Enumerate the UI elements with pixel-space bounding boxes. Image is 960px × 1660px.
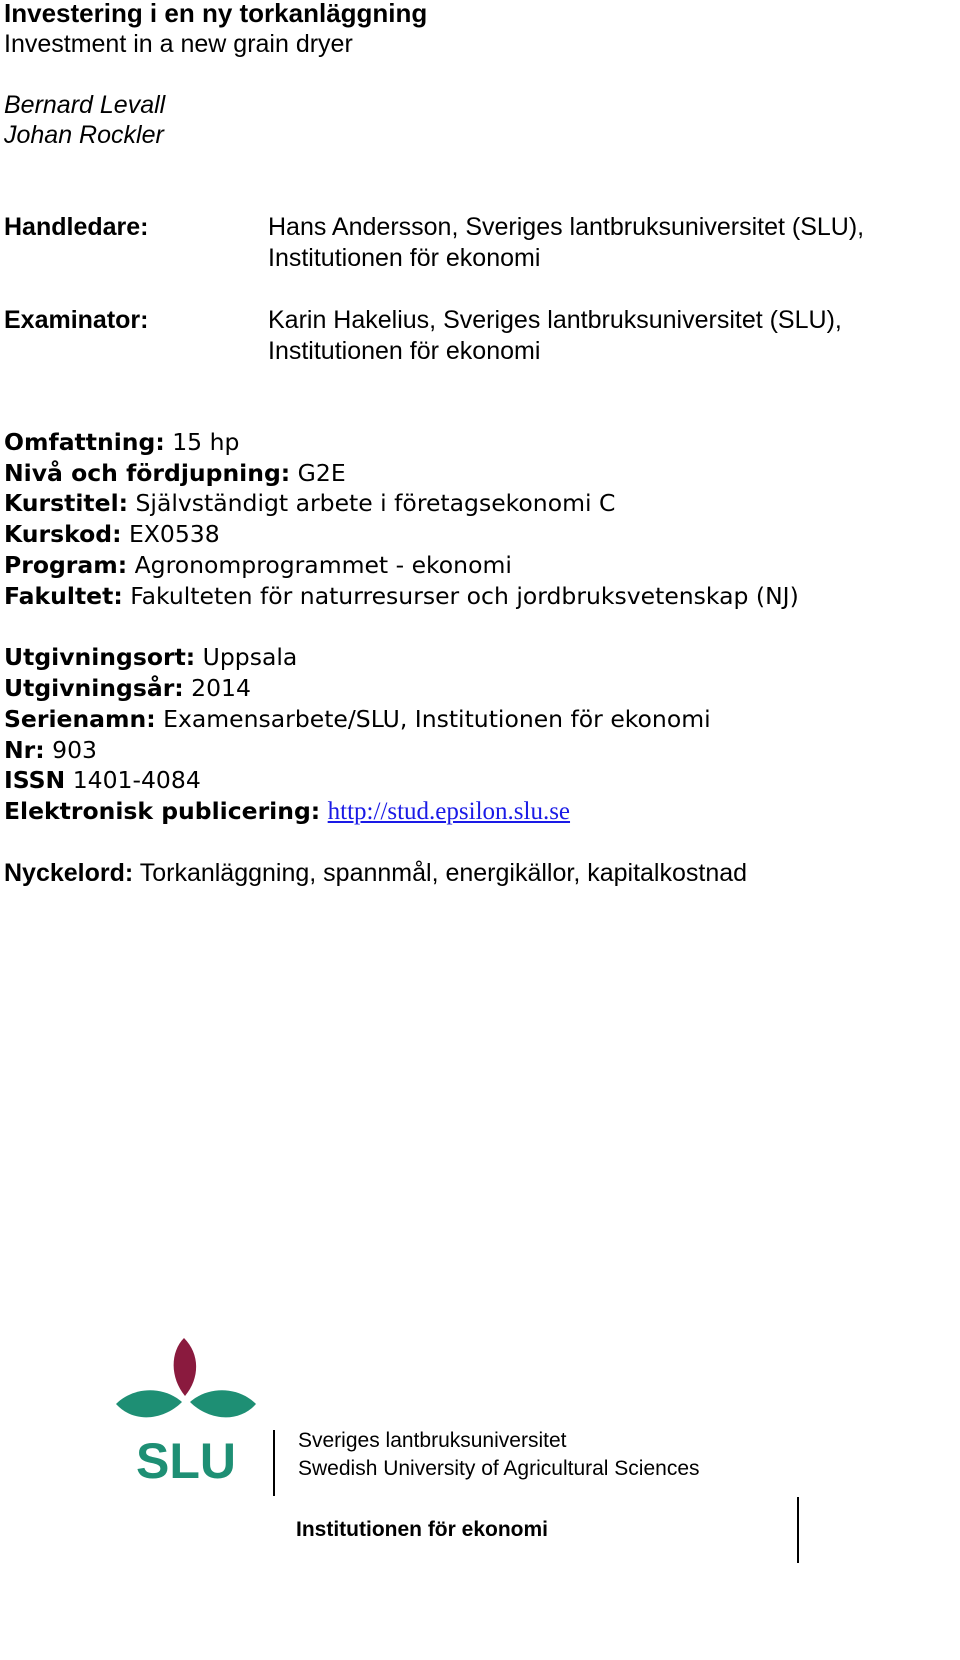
- field-label: Utgivningsår:: [4, 674, 184, 702]
- supervisor-label: Handledare:: [4, 213, 149, 241]
- field-value: EX0538: [121, 520, 220, 548]
- course-title: [4, 487, 615, 519]
- field-value: 2014: [183, 674, 251, 702]
- field-label: Kurstitel:: [4, 489, 129, 517]
- title-swedish: Investering i en ny torkanläggning: [4, 0, 428, 28]
- course-level: [4, 457, 346, 489]
- slu-emblem-icon: [112, 1338, 262, 1488]
- department-name: Institutionen för ekonomi: [296, 1518, 548, 1541]
- field-label: Serienamn:: [4, 705, 156, 733]
- field-label: Fakultet:: [4, 582, 123, 610]
- field-value: Agronomprogrammet - ekonomi: [127, 551, 512, 579]
- keywords-label: Nyckelord:: [4, 859, 134, 887]
- field-label: Program:: [4, 551, 128, 579]
- publication-year: [4, 672, 251, 704]
- university-name-english: Swedish University of Agricultural Sciences: [298, 1457, 700, 1480]
- keywords: [4, 857, 747, 889]
- field-label: ISSN: [4, 766, 66, 794]
- logo-frame-left-rule: [273, 1430, 275, 1496]
- logo-frame-right-rule: [797, 1497, 799, 1563]
- field-value: G2E: [290, 459, 346, 487]
- field-value: Uppsala: [195, 643, 298, 671]
- field-value: 903: [44, 736, 97, 764]
- slu-logo: [112, 1338, 262, 1488]
- course-scope: [4, 426, 239, 458]
- university-name-swedish: Sveriges lantbruksuniversitet: [298, 1429, 567, 1452]
- series-number: [4, 734, 97, 766]
- field-label: Elektronisk publicering:: [4, 797, 321, 825]
- field-label: Kurskod:: [4, 520, 122, 548]
- keywords-value: Torkanläggning, spannmål, energikällor, kapitalkostnad: [133, 859, 748, 887]
- course-faculty: [4, 580, 799, 612]
- field-value: Självständigt arbete i företagsekonomi C: [128, 489, 616, 517]
- slu-wordmark: SLU: [136, 1433, 236, 1488]
- author-1: Bernard Levall: [4, 91, 166, 119]
- field-value: Examensarbete/SLU, Institutionen för ekonomi: [155, 705, 711, 733]
- title-english: Investment in a new grain dryer: [4, 30, 353, 58]
- examiner-line-1: Karin Hakelius, Sveriges lantbruksuniversitet (SLU),: [268, 306, 842, 334]
- issn: [4, 764, 201, 796]
- course-code: [4, 518, 220, 550]
- field-label: Nivå och fördjupning:: [4, 459, 291, 487]
- series-name: [4, 703, 711, 735]
- field-label: Nr:: [4, 736, 45, 764]
- field-label: Utgivningsort:: [4, 643, 196, 671]
- field-value: 1401-4084: [65, 766, 201, 794]
- course-program: [4, 549, 512, 581]
- examiner-label: Examinator:: [4, 306, 149, 334]
- supervisor-line-1: Hans Andersson, Sveriges lantbruksuniversitet (SLU),: [268, 213, 865, 241]
- author-2: Johan Rockler: [4, 121, 164, 149]
- examiner-line-2: Institutionen för ekonomi: [268, 337, 541, 365]
- field-label: Omfattning:: [4, 428, 165, 456]
- field-value: Fakulteten för naturresurser och jordbruksvetenskap (NJ): [122, 582, 799, 610]
- epsilon-link[interactable]: http://stud.epsilon.slu.se: [327, 798, 571, 825]
- publication-place: [4, 641, 297, 673]
- supervisor-line-2: Institutionen för ekonomi: [268, 244, 541, 272]
- field-value: 15 hp: [164, 428, 240, 456]
- electronic-publishing: [4, 795, 570, 828]
